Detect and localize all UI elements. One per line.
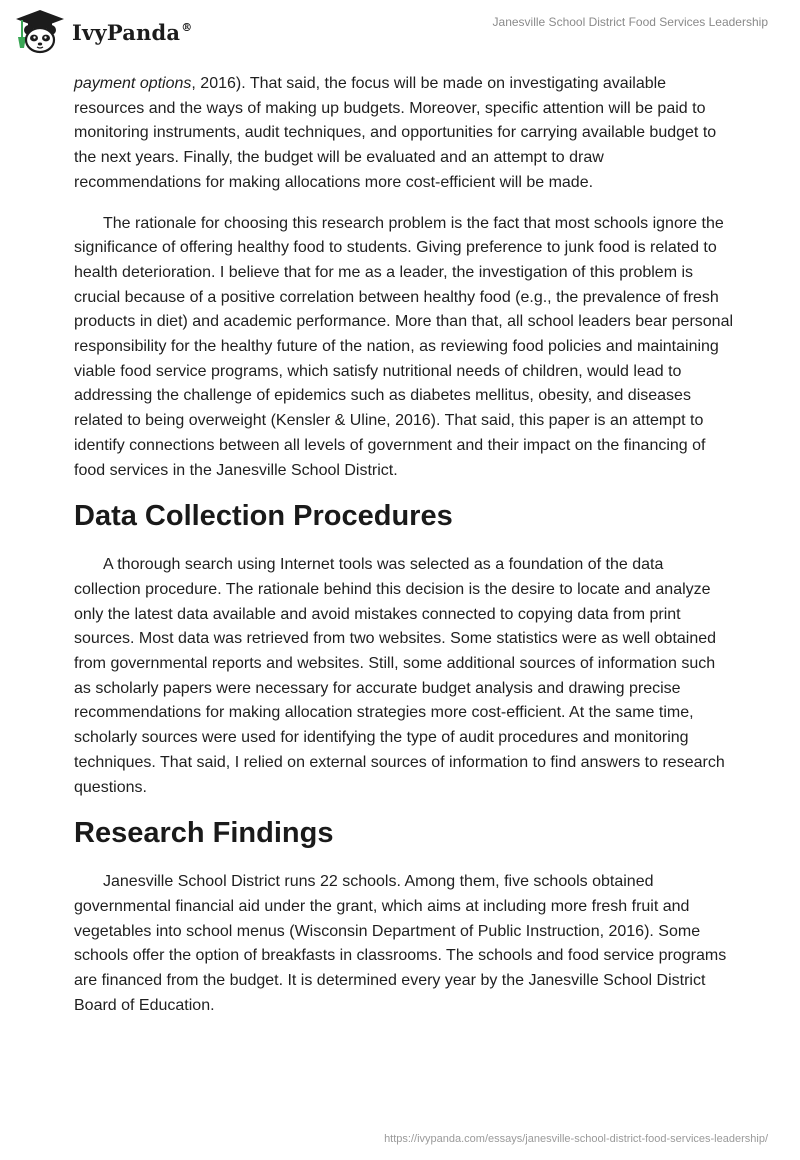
essay-content (74, 72, 734, 1035)
heading-research-findings: Research Findings (74, 817, 334, 850)
paragraph-intro-continued: payment options, 2016). That said, the focus will be made on investigating available resources and the ways of making up budgets. Moreover, specific attention will be paid to monitoring instruments, audit techniques, and opportunities for carrying available budget to the next years. Finally, the budget will be evaluated and an attempt to draw recommendations for making allocations more cost-efficient will be made. (74, 75, 717, 191)
brand-name: IvyPanda® (72, 19, 193, 45)
source-url-link[interactable]: https://ivypanda.com/essays/janesville-school-district-food-services-leadership/ (384, 1133, 768, 1145)
page-header (0, 0, 800, 64)
document-title: Janesville School District Food Services Leadership (492, 15, 768, 29)
italic-phrase: payment options (74, 75, 192, 92)
heading-data-collection: Data Collection Procedures (74, 500, 453, 533)
paragraph-rationale: The rationale for choosing this research problem is the fact that most schools ignore the significance of offering healthy food to students. Giving preference to junk food is related to health deterioration. I believe that for me as a leader, the investigation of this problem is crucial because of a positive correlation between healthy food (e.g., the prevalence of fresh products in diet) and academic performance. More than that, all school leaders bear personal responsibility for the healthy future of the nation, as reviewing food policies and maintaining viable food service programs, which satisfy nutritional needs of children, would lead to addressing the challenge of epidemics such as diabetes mellitus, obesity, and diseases related to being overweight (Kensler & Uline, 2016). That said, this paper is an attempt to identify connections between all levels of government and their impact on the financing of food services in the Janesville School District. (74, 214, 734, 479)
panda-graduate-icon (14, 8, 66, 54)
paragraph-data-collection: A thorough search using Internet tools was selected as a foundation of the data collection procedure. The rationale behind this decision is the desire to locate and analyze only the latest data available and avoid mistakes connected to copying data from print sources. Most data was retrieved from two websites. Some statistics were as well obtained from governmental reports and websites. Still, some additional sources of information such as scholarly papers were necessary for accurate budget analysis and drawing precise recommendations for making allocation strategies more cost-efficient. At the same time, scholarly sources were used for identifying the type of audit procedures and monitoring techniques. That said, I relied on external sources of information to find answers to research questions. (74, 556, 725, 796)
ivypanda-logo[interactable] (14, 8, 192, 54)
paragraph-research-findings: Janesville School District runs 22 schools. Among them, five schools obtained governmental financial aid under the grant, which aims at including more fresh fruit and vegetables into school menus (Wisconsin Department of Public Instruction, 2016). Some schools offer the option of breakfasts in classrooms. The schools and food service programs are financed from the budget. It is determined every year by the Janesville School District Board of Education. (74, 873, 727, 1014)
